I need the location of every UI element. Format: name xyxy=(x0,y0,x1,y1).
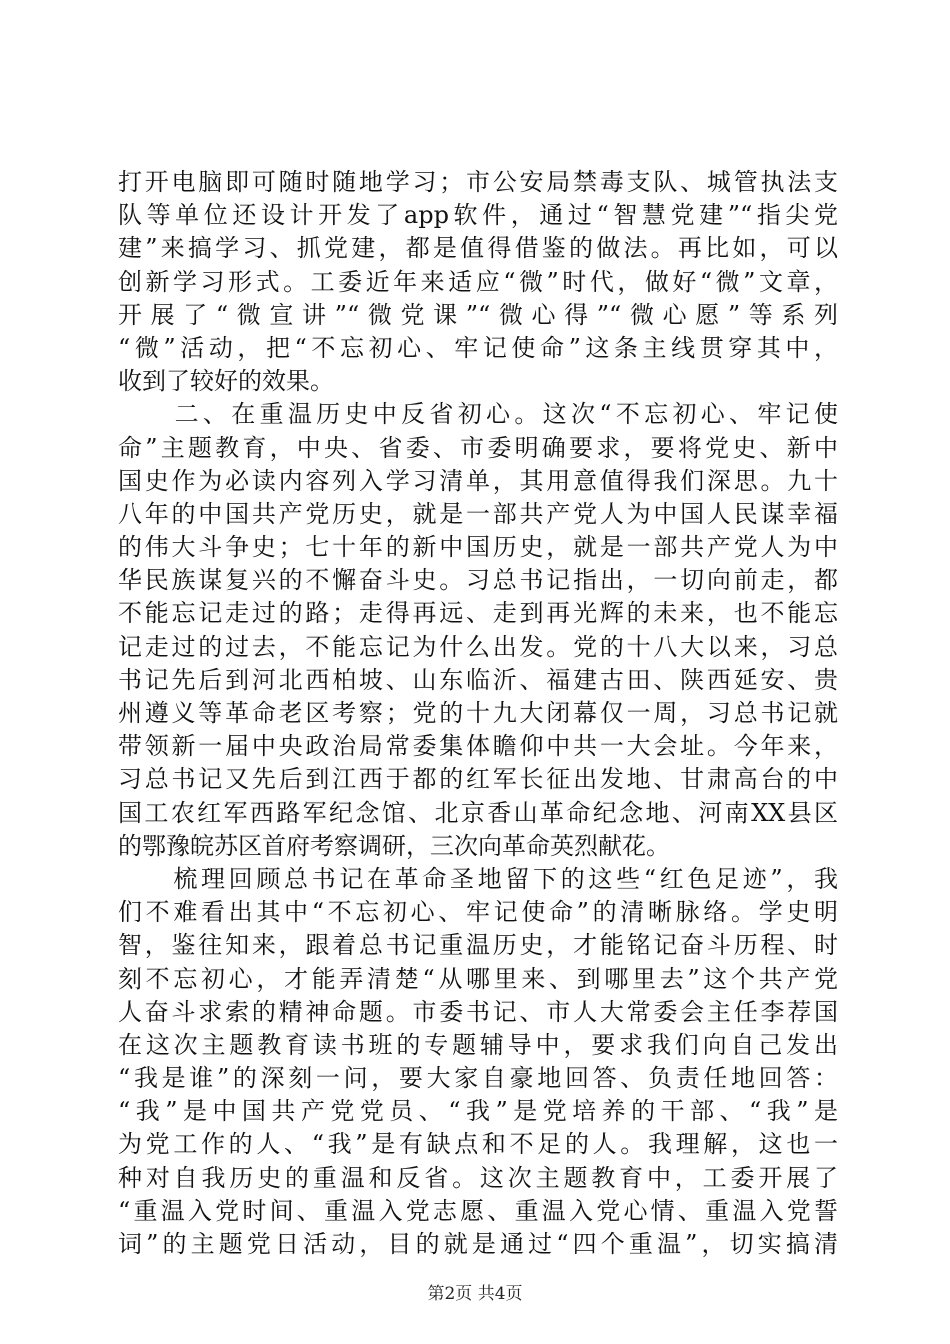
text-line: “重温入党时间、重温入党志愿、重温入党心情、重温入党誓 xyxy=(118,1196,838,1225)
text-line: 八年的中国共产党历史，就是一部共产党人为中国人民谋幸福 xyxy=(118,499,838,528)
body-text xyxy=(118,166,838,1261)
text-line: 记走过的过去，不能忘记为什么出发。党的十八大以来，习总 xyxy=(118,632,838,661)
text-line: 们不难看出其中“不忘初心、牢记使命”的清晰脉络。学史明 xyxy=(118,898,838,927)
text-line: “我是谁”的深刻一问，要大家自豪地回答、负责任地回答： xyxy=(118,1064,838,1093)
text-line: 习总书记又先后到江西于都的红军长征出发地、甘肃高台的中 xyxy=(118,765,838,794)
text-line: 的鄂豫皖苏区首府考察调研，三次向革命英烈献花。 xyxy=(118,831,670,860)
text-line: 收到了较好的效果。 xyxy=(118,367,334,396)
text-line: 华民族谋复兴的不懈奋斗史。习总书记指出，一切向前走，都 xyxy=(118,566,838,595)
text-line: 开展了“微宣讲”“微党课”“微心得”“微心愿”等系列 xyxy=(118,300,838,329)
text-line: 在这次主题教育读书班的专题辅导中，要求我们向自己发出 xyxy=(118,1030,838,1059)
text-line: 创新学习形式。工委近年来适应“微”时代，做好“微”文章， xyxy=(118,267,838,296)
text-line: 种对自我历史的重温和反省。这次主题教育中，工委开展了 xyxy=(118,1163,838,1192)
text-line: 书记先后到河北西柏坡、山东临沂、福建古田、陕西延安、贵 xyxy=(118,665,838,694)
text-line: 带领新一届中央政治局常委集体瞻仰中共一大会址。今年来， xyxy=(118,732,838,761)
text-line: 为党工作的人、“我”是有缺点和不足的人。我理解，这也一 xyxy=(118,1130,838,1159)
text-line: 队等单位还设计开发了app软件，通过“智慧党建”“指尖党 xyxy=(118,201,838,230)
text-line: 命”主题教育，中央、省委、市委明确要求，要将党史、新中 xyxy=(118,433,838,462)
text-line: 建”来搞学习、抓党建，都是值得借鉴的做法。再比如，可以 xyxy=(118,234,838,263)
text-line: 国史作为必读内容列入学习清单，其用意值得我们深思。九十 xyxy=(118,466,838,495)
text-line: “微”活动，把“不忘初心、牢记使命”这条主线贯穿其中， xyxy=(118,333,838,362)
text-line: 梳理回顾总书记在革命圣地留下的这些“红色足迹”，我 xyxy=(118,864,838,893)
text-line: 打开电脑即可随时随地学习；市公安局禁毒支队、城管执法支 xyxy=(118,168,838,196)
text-line: 二、在重温历史中反省初心。这次“不忘初心、牢记使 xyxy=(118,400,838,429)
text-line: 人奋斗求索的精神命题。市委书记、市人大常委会主任李荐国 xyxy=(118,997,838,1026)
text-line: 不能忘记走过的路；走得再远、走到再光辉的未来，也不能忘 xyxy=(118,599,838,628)
text-line: 州遵义等革命老区考察；党的十九大闭幕仅一周，习总书记就 xyxy=(118,699,838,727)
text-line: 国工农红军西路军纪念馆、北京香山革命纪念地、河南XX县区 xyxy=(118,798,838,827)
page-footer: 第2页 共4页 xyxy=(427,1284,523,1304)
text-line: 词”的主题党日活动，目的就是通过“四个重温”，切实搞清 xyxy=(118,1230,838,1258)
text-line: 的伟大斗争史；七十年的新中国历史，就是一部共产党人为中 xyxy=(118,533,838,562)
text-line: “我”是中国共产党党员、“我”是党培养的干部、“我”是 xyxy=(118,1097,838,1126)
text-line: 智，鉴往知来，跟着总书记重温历史，才能铭记奋斗历程、时 xyxy=(118,931,838,960)
text-line: 刻不忘初心，才能弄清楚“从哪里来、到哪里去”这个共产党 xyxy=(118,964,838,993)
